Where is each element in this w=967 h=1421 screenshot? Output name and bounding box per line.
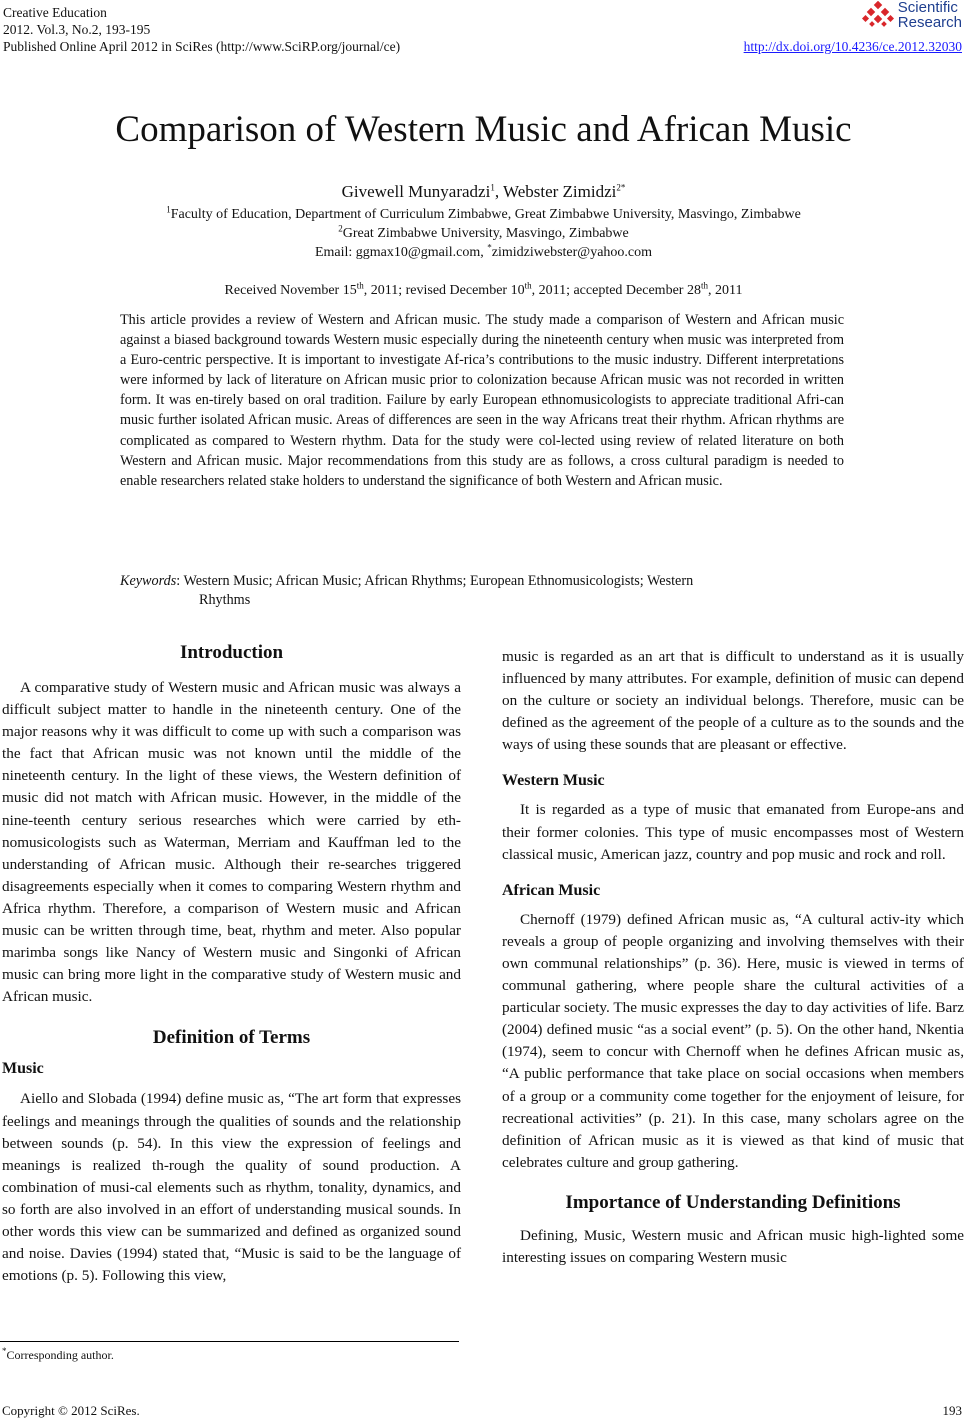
- keywords-line1: : Western Music; African Music; African Rhythms; European Ethnomusicologists; Western: [176, 573, 694, 589]
- music-subheading: Music: [2, 1060, 44, 1078]
- author-2: Webster Zimidzi: [503, 182, 617, 201]
- received-date: Received November 15: [224, 283, 357, 298]
- accepted-date: , 2011; accepted December 28: [531, 283, 701, 298]
- author-separator: ,: [494, 182, 504, 201]
- footnote: [2, 1348, 114, 1363]
- author-2-affiliation-mark: 2*: [616, 182, 626, 193]
- journal-name: Creative Education: [3, 5, 107, 20]
- footnote-mark: *: [2, 1346, 7, 1356]
- right-column: [502, 646, 964, 1269]
- email-1: Email: ggmax10@gmail.com,: [314, 245, 488, 260]
- publisher-logo: [862, 0, 962, 30]
- western-music-heading: Western Music: [502, 772, 605, 790]
- logo-line1: Scientific: [897, 0, 958, 16]
- affiliation-1-text: Faculty of Education, Department of Curriculum Zimbabwe, Great Zimbabwe University, Masvingo, Zimbabwe: [170, 207, 801, 222]
- footnote-divider: [0, 1341, 459, 1342]
- author-1-affiliation-mark: 1: [490, 182, 495, 193]
- copyright-notice: Copyright © 2012 SciRes.: [2, 1403, 140, 1418]
- page-number: 193: [942, 1403, 962, 1418]
- author-emails: [0, 244, 967, 262]
- email-2: zimidziwebster@yahoo.com: [491, 245, 653, 260]
- author-1: Givewell Munyaradzi: [341, 182, 491, 201]
- keywords: [120, 572, 844, 610]
- paper-title: Comparison of Western Music and African Music: [115, 109, 852, 150]
- affiliation-1: [0, 206, 967, 224]
- author-list: [0, 182, 967, 202]
- logo-text: [898, 0, 962, 30]
- introduction-heading: Introduction: [179, 642, 284, 663]
- logo-line2: Research: [897, 14, 962, 31]
- keywords-line2: Rhythms: [199, 592, 251, 608]
- scirp-diamond-icon: [862, 1, 894, 29]
- western-music-paragraph: It is regarded as a type of music that emanated from Europe-ans and their former colonies. This type of music encompasses most of Western classical music, American jazz, country and pop music and rock and roll.: [502, 801, 964, 863]
- ordinal-suffix: th: [524, 280, 532, 291]
- music-continued-paragraph: music is regarded as an art that is difficult to understand as it is usually influenced by many attributes. For example, definition of music can depend on the culture or society an individual belongs. Therefore, music can be defined as the agreement of the people of a culture as to the sounds and the ways of using these sounds that are pleasant or effective.: [502, 648, 964, 754]
- email-2-mark: *: [487, 242, 492, 253]
- journal-volume: 2012. Vol.3, No.2, 193-195: [3, 22, 151, 37]
- ordinal-suffix: th: [700, 280, 708, 291]
- keywords-label: Keywords: [120, 573, 177, 589]
- affiliation-2-text: Great Zimbabwe University, Masvingo, Zimbabwe: [342, 226, 629, 241]
- affiliation-1-mark: 1: [166, 204, 171, 215]
- affiliation-2: [0, 225, 967, 243]
- african-music-paragraph: Chernoff (1979) defined African music as, “A cultural activ-ity which reveals a group of people organizing and involving themselves with their own communal relationships” (p. 36). Here, music is viewed in terms of communal gathering, where people share the cultural activities of a particular society. The music expresses the day to day activities of life. Barz (2004) defined music “as a social event” (p. 5). On the other hand, Nkentia (1974), seem to concur with Chernoff when he defines African music as, “A public performance that take place on social occasions when members of a group or a community come together for the enjoyment of leisure, for recreational activities” (p. 21). In this case, many scholars agree on the definition of African music as it is viewed as that kind of music that celebrates culture and group gathering.: [502, 910, 964, 1171]
- ordinal-suffix: th: [356, 280, 364, 291]
- journal-header: [3, 4, 400, 55]
- introduction-paragraph: A comparative study of Western music and African music was always a difficult subject matter to handle in the nineteenth century. One of the major reasons why it was difficult to come up with such a comparison was the fact that African music was not known until the middle of the nineteenth century. In the light of these views, the Western definition of music did not match with African music. However, in the middle of the nine-teenth century serious researches which were carried by eth-nomusicologists such as Waterman, Merriam and Kauffman led to the understanding of African music. Although their re-searches triggered disagreements especially when it comes to comparing Western rhythm and Africa rhythm. Therefore, a comparison of Western music and African music can be written through time, beat, rhythm and meter. Also popular marimba songs like Nancy of Western music and Singonki of African music can bring more light in the comparative study of Western music and African music.: [2, 679, 461, 1006]
- revised-date: , 2011; revised December 10: [363, 283, 525, 298]
- submission-dates: [0, 282, 967, 300]
- doi-link[interactable]: http://dx.doi.org/10.4236/ce.2012.32030: [743, 39, 962, 54]
- year: , 2011: [707, 283, 743, 298]
- definition-of-terms-heading: Definition of Terms: [152, 1027, 311, 1049]
- publication-info: Published Online April 2012 in SciRes (http://www.SciRP.org/journal/ce): [3, 39, 401, 54]
- footnote-text: Corresponding author.: [6, 1348, 114, 1362]
- importance-heading: Importance of Understanding Definitions: [565, 1191, 901, 1213]
- music-definition-paragraph: Aiello and Slobada (1994) define music as, “The art form that expresses feelings and meanings through the qualities of sounds and the relationship between sounds (p. 54). In this view the expression of feelings and meanings is realized th-rough the quality of sound production. A combination of musi-cal elements such as rhythm, tonality, dynamics, and so forth are also involved in an effort of understanding musical sounds. In other words this view can be summarized and defined as organized sound and noise. Davies (1994) stated that, “Music is said to be the language of emotions (p. 5). Following this view,: [2, 1090, 461, 1285]
- african-music-heading: African Music: [502, 881, 601, 899]
- left-column: [2, 641, 461, 1287]
- affiliation-2-mark: 2: [338, 223, 343, 234]
- importance-paragraph: Defining, Music, Western music and African music high-lighted some interesting issues on comparing Western music: [502, 1226, 964, 1266]
- abstract: This article provides a review of Western and African music. The study made a comparison of Western and African music against a biased background towards Western music especially during the nineteenth century when music was interpreted from a Euro-centric perspective. It is important to investigate Af-rica’s contributions to the music industry. Different interpretations were informed by lack of literature on African music prior to colonization because African music was not recorded in written form. It was en-tirely based on oral tradition. Failure by early European ethnomusicologists to appreciate traditional Afri-can music further isolated African music. Areas of differences are seen in the way Africans treat their rhythm. African rhythms are complicated as compared to Western rhythm. Data for the study were col-lected using review of related literature on both Western and African music. Major recommendations from this study are as follows, a cross cultural paradigm is needed to enable researchers related stake holders to understand the significance of both Western and African music.: [120, 312, 844, 489]
